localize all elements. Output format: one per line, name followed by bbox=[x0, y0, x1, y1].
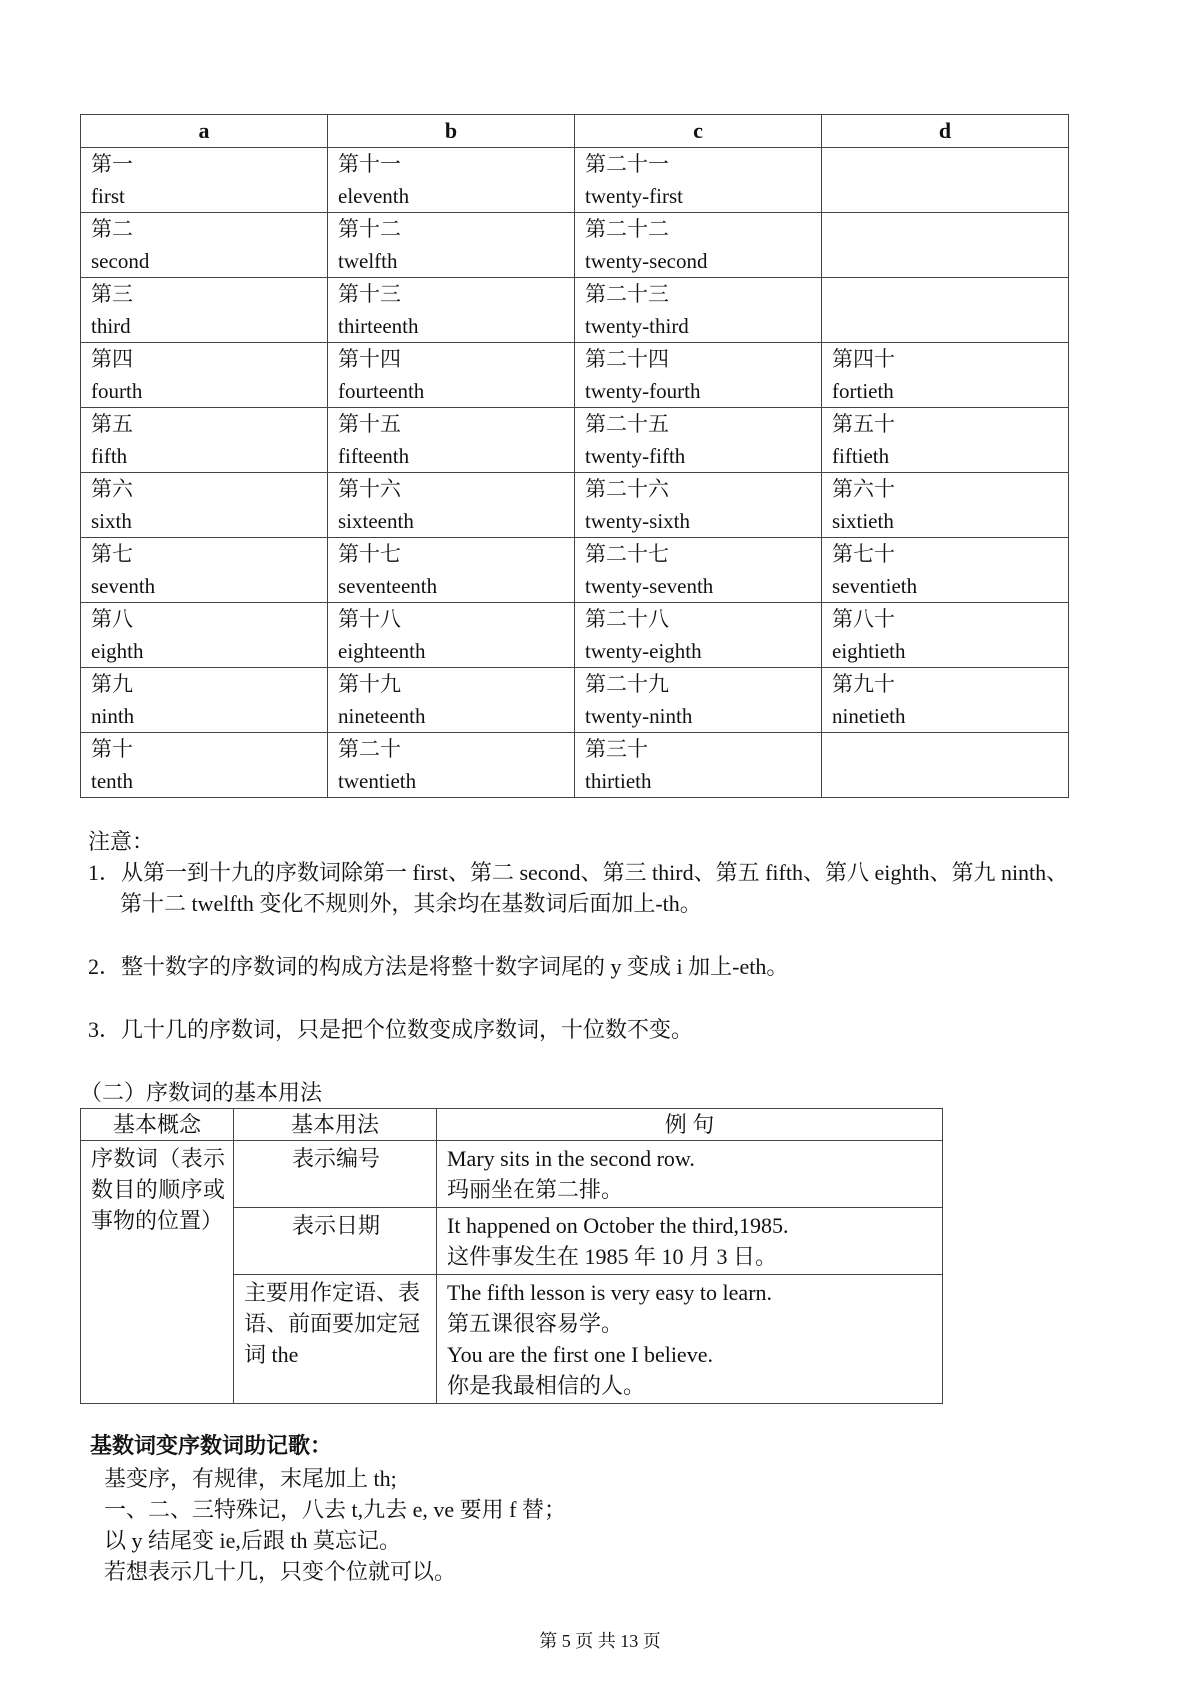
table-cell bbox=[81, 538, 328, 603]
section-title: （二）序数词的基本用法 bbox=[80, 1080, 323, 1105]
chinese-ordinal: 第四十 bbox=[832, 347, 895, 371]
chinese-ordinal: 第六十 bbox=[832, 477, 895, 501]
english-ordinal: seventieth bbox=[832, 574, 918, 598]
note-item: 2．整十数字的序数词的构成方法是将整十数字词尾的 y 变成 i 加上-eth。 bbox=[88, 954, 789, 979]
english-ordinal: eleventh bbox=[338, 184, 410, 208]
mnemonic-line: 一、二、三特殊记，八去 t,九去 e, ve 要用 f 替； bbox=[104, 1497, 566, 1522]
english-ordinal: tenth bbox=[91, 769, 133, 793]
chinese-ordinal: 第十一 bbox=[338, 152, 401, 176]
table-cell bbox=[575, 733, 822, 798]
table-cell bbox=[81, 343, 328, 408]
column-header: 例 句 bbox=[437, 1109, 943, 1141]
english-ordinal: sixtieth bbox=[832, 509, 894, 533]
chinese-ordinal: 第二十 bbox=[338, 737, 401, 761]
table-cell bbox=[328, 603, 575, 668]
chinese-ordinal: 第七十 bbox=[832, 542, 895, 566]
table-cell bbox=[822, 668, 1069, 733]
english-ordinal: second bbox=[91, 249, 150, 273]
table-row bbox=[81, 278, 1069, 343]
table-cell bbox=[822, 148, 1069, 213]
ordinal-number-table bbox=[80, 114, 1069, 798]
column-header: 基本概念 bbox=[81, 1109, 234, 1141]
mnemonic-line: 若想表示几十几，只变个位就可以。 bbox=[104, 1559, 457, 1584]
chinese-ordinal: 第十八 bbox=[338, 607, 401, 631]
chinese-ordinal: 第二十六 bbox=[585, 477, 669, 501]
english-ordinal: fifth bbox=[91, 444, 128, 468]
chinese-ordinal: 第十二 bbox=[338, 217, 401, 241]
table-cell bbox=[81, 733, 328, 798]
table-cell bbox=[81, 278, 328, 343]
table-row bbox=[81, 343, 1069, 408]
example-translation: 你是我最相信的人。 bbox=[447, 1373, 646, 1398]
table-cell bbox=[328, 473, 575, 538]
table-cell bbox=[328, 213, 575, 278]
example-sentence: The fifth lesson is very easy to learn. bbox=[447, 1280, 773, 1305]
table-cell bbox=[822, 603, 1069, 668]
table-cell bbox=[328, 733, 575, 798]
chinese-ordinal: 第二 bbox=[91, 217, 133, 241]
column-header: 基本用法 bbox=[234, 1109, 437, 1141]
example-sentence: Mary sits in the second row. bbox=[447, 1146, 695, 1171]
english-ordinal: thirtieth bbox=[585, 769, 652, 793]
english-ordinal: twenty-fourth bbox=[585, 379, 701, 403]
example-cell bbox=[437, 1275, 943, 1404]
usage-table bbox=[80, 1108, 943, 1404]
example-translation: 这件事发生在 1985 年 10 月 3 日。 bbox=[447, 1244, 778, 1269]
english-ordinal: twenty-ninth bbox=[585, 704, 693, 728]
table-row bbox=[81, 538, 1069, 603]
example-sentence: It happened on October the third,1985. bbox=[447, 1213, 789, 1238]
table-cell bbox=[822, 213, 1069, 278]
table-cell bbox=[822, 278, 1069, 343]
table-row bbox=[81, 148, 1069, 213]
english-ordinal: twelfth bbox=[338, 249, 398, 273]
chinese-ordinal: 第二十四 bbox=[585, 347, 669, 371]
english-ordinal: fiftieth bbox=[832, 444, 890, 468]
chinese-ordinal: 第九十 bbox=[832, 672, 895, 696]
chinese-ordinal: 第四 bbox=[91, 347, 133, 371]
table-row bbox=[81, 213, 1069, 278]
english-ordinal: eighth bbox=[91, 639, 144, 663]
table-cell bbox=[575, 538, 822, 603]
english-ordinal: fourth bbox=[91, 379, 143, 403]
english-ordinal: twenty-seventh bbox=[585, 574, 714, 598]
chinese-ordinal: 第十五 bbox=[338, 412, 401, 436]
chinese-ordinal: 第十九 bbox=[338, 672, 401, 696]
english-ordinal: fifteenth bbox=[338, 444, 410, 468]
english-ordinal: twenty-second bbox=[585, 249, 708, 273]
table-cell bbox=[575, 148, 822, 213]
english-ordinal: ninth bbox=[91, 704, 135, 728]
chinese-ordinal: 第十六 bbox=[338, 477, 401, 501]
table-cell bbox=[822, 408, 1069, 473]
table-cell bbox=[328, 278, 575, 343]
example-cell bbox=[437, 1208, 943, 1275]
chinese-ordinal: 第二十八 bbox=[585, 607, 669, 631]
table-cell bbox=[575, 408, 822, 473]
chinese-ordinal: 第九 bbox=[91, 672, 133, 696]
chinese-ordinal: 第十 bbox=[91, 737, 133, 761]
english-ordinal: seventeenth bbox=[338, 574, 438, 598]
chinese-ordinal: 第二十五 bbox=[585, 412, 669, 436]
english-ordinal: twenty-third bbox=[585, 314, 689, 338]
example-translation: 第五课很容易学。 bbox=[447, 1311, 624, 1336]
english-ordinal: fortieth bbox=[832, 379, 894, 403]
english-ordinal: twenty-first bbox=[585, 184, 683, 208]
column-header: d bbox=[822, 115, 1069, 148]
english-ordinal: sixteenth bbox=[338, 509, 414, 533]
mnemonic-line: 以 y 结尾变 ie,后跟 th 莫忘记。 bbox=[104, 1528, 401, 1553]
chinese-ordinal: 第十七 bbox=[338, 542, 401, 566]
table-cell bbox=[822, 538, 1069, 603]
chinese-ordinal: 第二十二 bbox=[585, 217, 669, 241]
chinese-ordinal: 第三 bbox=[91, 282, 133, 306]
example-translation: 玛丽坐在第二排。 bbox=[447, 1177, 624, 1202]
table-cell bbox=[575, 213, 822, 278]
table-cell bbox=[328, 408, 575, 473]
concept-cell: 序数词（表示数目的顺序或事物的位置） bbox=[81, 1141, 234, 1404]
table-cell bbox=[81, 668, 328, 733]
table-cell bbox=[575, 278, 822, 343]
column-header: c bbox=[575, 115, 822, 148]
english-ordinal: eighteenth bbox=[338, 639, 426, 663]
usage-cell: 主要用作定语、表语、前面要加定冠词 the bbox=[234, 1275, 437, 1404]
english-ordinal: first bbox=[91, 184, 125, 208]
table-row bbox=[81, 733, 1069, 798]
table-cell bbox=[81, 473, 328, 538]
table-cell bbox=[328, 668, 575, 733]
table-cell bbox=[328, 538, 575, 603]
table-row bbox=[81, 473, 1069, 538]
example-cell bbox=[437, 1141, 943, 1208]
english-ordinal: eightieth bbox=[832, 639, 906, 663]
chinese-ordinal: 第二十一 bbox=[585, 152, 669, 176]
chinese-ordinal: 第十四 bbox=[338, 347, 401, 371]
usage-cell: 表示日期 bbox=[234, 1208, 437, 1275]
chinese-ordinal: 第二十三 bbox=[585, 282, 669, 306]
table-cell bbox=[822, 733, 1069, 798]
page-footer: 第 5 页 共 13 页 bbox=[539, 1631, 661, 1651]
mnemonic-title: 基数词变序数词助记歌： bbox=[90, 1433, 333, 1458]
table-cell bbox=[81, 603, 328, 668]
chinese-ordinal: 第七 bbox=[91, 542, 133, 566]
english-ordinal: twenty-sixth bbox=[585, 509, 690, 533]
chinese-ordinal: 第五十 bbox=[832, 412, 895, 436]
column-header: b bbox=[328, 115, 575, 148]
english-ordinal: seventh bbox=[91, 574, 156, 598]
table-row bbox=[81, 603, 1069, 668]
english-ordinal: fourteenth bbox=[338, 379, 425, 403]
english-ordinal: nineteenth bbox=[338, 704, 426, 728]
column-header: a bbox=[81, 115, 328, 148]
english-ordinal: sixth bbox=[91, 509, 132, 533]
english-ordinal: ninetieth bbox=[832, 704, 906, 728]
table-cell bbox=[575, 343, 822, 408]
note-item: 3．几十几的序数词，只是把个位数变成序数词，十位数不变。 bbox=[88, 1017, 694, 1042]
table-row bbox=[81, 408, 1069, 473]
chinese-ordinal: 第二十九 bbox=[585, 672, 669, 696]
table-cell bbox=[822, 343, 1069, 408]
table-cell bbox=[328, 148, 575, 213]
example-sentence: You are the first one I believe. bbox=[447, 1342, 713, 1367]
chinese-ordinal: 第一 bbox=[91, 152, 133, 176]
table-cell bbox=[81, 408, 328, 473]
mnemonic-line: 基变序，有规律，末尾加上 th; bbox=[104, 1466, 397, 1491]
mnemonic-section bbox=[90, 1430, 566, 1587]
chinese-ordinal: 第二十七 bbox=[585, 542, 669, 566]
english-ordinal: third bbox=[91, 314, 131, 338]
table-cell bbox=[575, 668, 822, 733]
english-ordinal: thirteenth bbox=[338, 314, 419, 338]
table-header-row bbox=[81, 115, 1069, 148]
chinese-ordinal: 第十三 bbox=[338, 282, 401, 306]
chinese-ordinal: 第八十 bbox=[832, 607, 895, 631]
notes-section bbox=[88, 826, 1088, 1077]
table-row bbox=[81, 668, 1069, 733]
chinese-ordinal: 第五 bbox=[91, 412, 133, 436]
table-row bbox=[81, 1141, 943, 1208]
table-cell bbox=[81, 213, 328, 278]
table-header-row bbox=[81, 1109, 943, 1141]
notes-title: 注意： bbox=[88, 829, 155, 854]
english-ordinal: twenty-eighth bbox=[585, 639, 702, 663]
note-item: 1．从第一到十九的序数词除第一 first、第二 second、第三 third、第五 fifth、第八 eighth、第九 ninth、第十二 twelfth 变化不规则外，其余均在基数词后面加上-th。 bbox=[88, 860, 1069, 916]
table-cell bbox=[575, 603, 822, 668]
english-ordinal: twenty-fifth bbox=[585, 444, 686, 468]
table-cell bbox=[328, 343, 575, 408]
chinese-ordinal: 第三十 bbox=[585, 737, 648, 761]
table-cell bbox=[822, 473, 1069, 538]
table-cell bbox=[575, 473, 822, 538]
chinese-ordinal: 第八 bbox=[91, 607, 133, 631]
chinese-ordinal: 第六 bbox=[91, 477, 133, 501]
usage-cell: 表示编号 bbox=[234, 1141, 437, 1208]
table-cell bbox=[81, 148, 328, 213]
english-ordinal: twentieth bbox=[338, 769, 417, 793]
